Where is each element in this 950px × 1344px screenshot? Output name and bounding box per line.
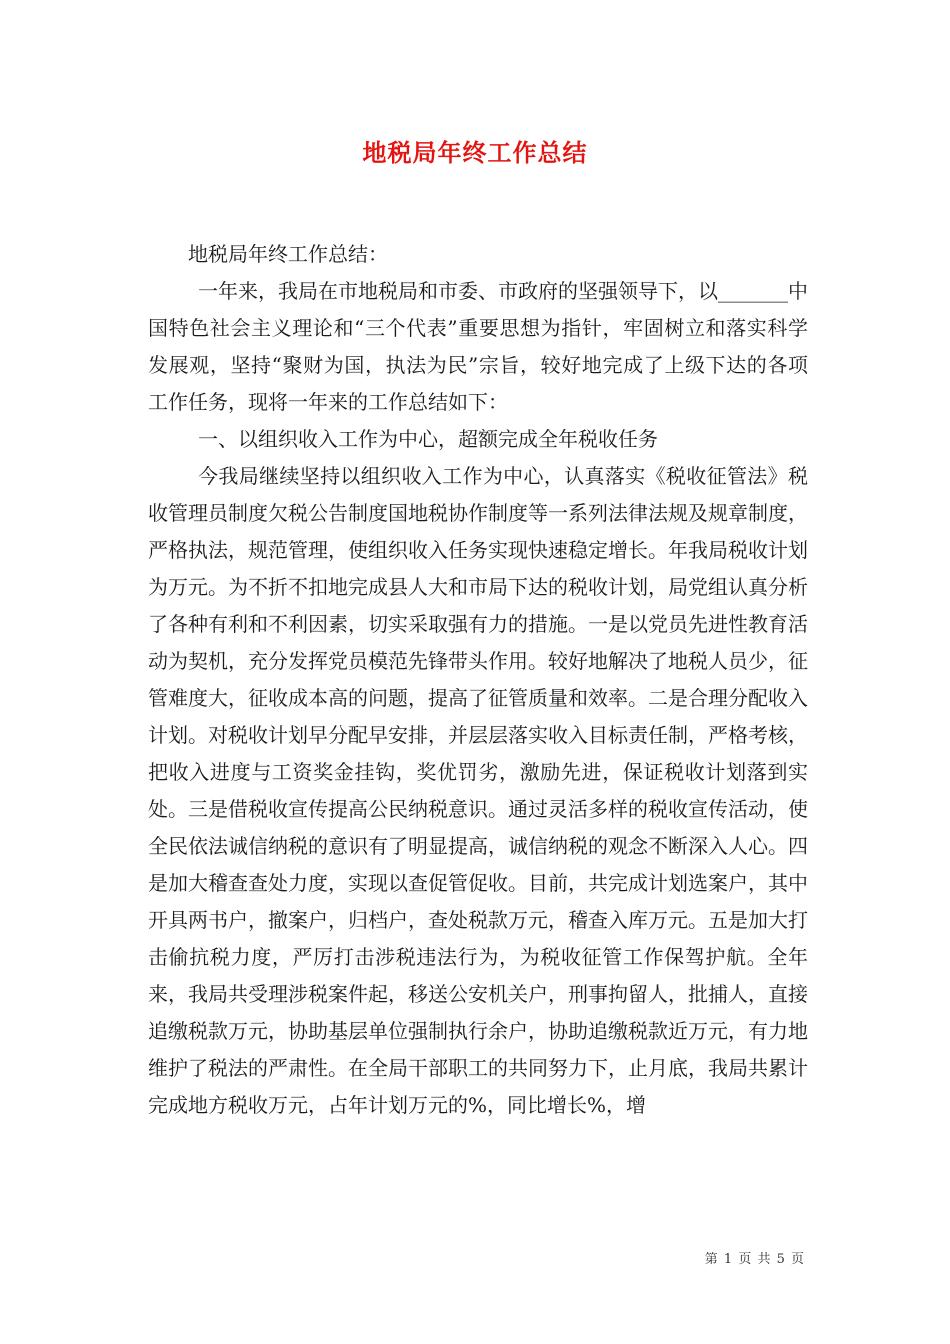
- paragraph-opening: 一年来，我局在市地税局和市委、市政府的坚强领导下，以_______中国特色社会主义理论和“三个代表”重要思想为指针，牢固树立和落实科学发展观，坚持“聚财为国，执法为民”宗旨，较好地完成了上级下达的各项工作任务，现将一年来的工作总结如下：: [148, 279, 808, 414]
- intro-label: 地税局年终工作总结：: [188, 242, 388, 266]
- paragraph-section-1: 今我局继续坚持以组织收入工作为中心，认真落实《税收征管法》税收管理员制度欠税公告制度国地税协作制度等一系列法律法规及规章制度，严格执法，规范管理，使组织收入任务实现快速稳定增长。年我局税收计划为万元。为不折不扣地完成县人大和市局下达的税收计划，局党组认真分析了各种有利和不利因素，切实采取强有力的措施。一是以党员先进性教育活动为契机，充分发挥党员模范先锋带头作用。较好地解决了地税人员少，征管难度大，征收成本高的问题，提高了征管质量和效率。二是合理分配收入计划。对税收计划早分配早安排，并层层落实收入目标责任制，严格考核，把收入进度与工资奖金挂钩，奖优罚劣，激励先进，保证税收计划落到实处。三是借税收宣传提高公民纳税意识。通过灵活多样的税收宣传活动，使全民依法诚信纳税的意识有了明显提高，诚信纳税的观念不断深入人心。四是加大稽查查处力度，实现以查促管促收。目前，共完成计划选案户，其中开具两书户，撤案户，归档户，查处税款万元，稽查入库万元。五是加大打击偷抗税力度，严厉打击涉税违法行为，为税收征管工作保驾护航。全年来，我局共受理涉税案件起，移送公安机关户，刑事拘留人，批捕人，直接追缴税款万元，协助基层单位强制执行余户，协助追缴税款近万元，有力地维护了税法的严肃性。在全局干部职工的共同努力下，止月底，我局共累计完成地方税收万元，占年计划万元的%，同比增长%，增: [148, 464, 808, 1117]
- document-body: [148, 236, 808, 1124]
- document-title: 地税局年终工作总结: [362, 138, 588, 167]
- section-heading: 一、以组织收入工作为中心，超额完成全年税收任务: [198, 427, 658, 451]
- page-number: 第 1 页 共 5 页: [704, 1252, 805, 1267]
